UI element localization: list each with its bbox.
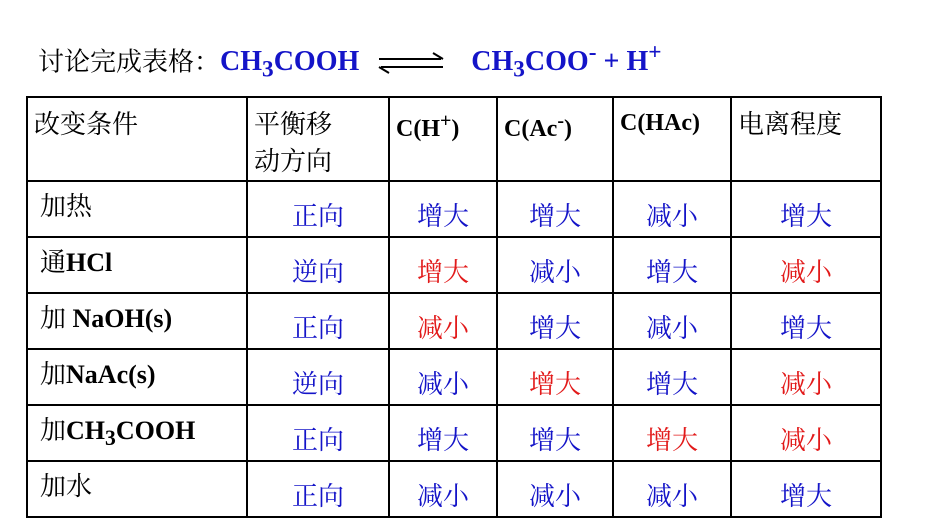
direction-cell: 正向 <box>247 461 389 517</box>
c-hac-cell: 增大 <box>613 237 731 293</box>
table-row <box>27 293 881 349</box>
ionization-cell: 减小 <box>731 405 881 461</box>
ionization-cell: 增大 <box>731 181 881 237</box>
product-formula: $CH_3COO^- + H^+$ <box>471 40 662 83</box>
c-hac-cell: 减小 <box>613 293 731 349</box>
table-row <box>27 181 881 237</box>
c-h-cell: 减小 <box>389 293 497 349</box>
c-hac-cell: 增大 <box>613 349 731 405</box>
equilibrium-arrow-icon <box>377 52 445 74</box>
ionization-cell: 减小 <box>731 237 881 293</box>
direction-cell: 正向 <box>247 181 389 237</box>
c-ac-cell: 增大 <box>497 293 613 349</box>
header-condition: 改变条件 <box>27 97 247 181</box>
c-h-cell: 增大 <box>389 181 497 237</box>
header-c-h: C(H+) <box>389 97 497 181</box>
table-header-row <box>27 97 881 181</box>
equilibrium-table <box>26 96 882 518</box>
direction-cell: 逆向 <box>247 237 389 293</box>
c-hac-cell: 减小 <box>613 181 731 237</box>
header-direction: 平衡移 动方向 <box>247 97 389 181</box>
condition-cell: 加水 <box>27 461 247 517</box>
c-h-cell: 增大 <box>389 237 497 293</box>
table-row <box>27 237 881 293</box>
condition-cell: 通HCl <box>27 237 247 293</box>
page-title <box>38 40 662 84</box>
c-ac-cell: 减小 <box>497 461 613 517</box>
table-row <box>27 405 881 461</box>
c-h-cell: 减小 <box>389 461 497 517</box>
direction-cell: 逆向 <box>247 349 389 405</box>
reactant-formula: $CH_3COOH$ <box>220 46 360 83</box>
c-hac-cell: 增大 <box>613 405 731 461</box>
c-ac-cell: 增大 <box>497 349 613 405</box>
title-prefix: 讨论完成表格： <box>38 47 221 78</box>
direction-cell: 正向 <box>247 405 389 461</box>
header-c-ac: C(Ac-) <box>497 97 613 181</box>
condition-cell: 加 NaOH(s) <box>27 293 247 349</box>
ionization-cell: 减小 <box>731 349 881 405</box>
ionization-cell: 增大 <box>731 461 881 517</box>
c-ac-cell: 增大 <box>497 405 613 461</box>
c-ac-cell: 增大 <box>497 181 613 237</box>
c-h-cell: 减小 <box>389 349 497 405</box>
c-hac-cell: 减小 <box>613 461 731 517</box>
c-h-cell: 增大 <box>389 405 497 461</box>
condition-cell: 加$CH_3COOH$ <box>27 405 247 461</box>
c-ac-cell: 减小 <box>497 237 613 293</box>
table-row <box>27 461 881 517</box>
ionization-cell: 增大 <box>731 293 881 349</box>
condition-cell: 加热 <box>27 181 247 237</box>
direction-cell: 正向 <box>247 293 389 349</box>
table-row <box>27 349 881 405</box>
header-c-hac: C(HAc) <box>613 97 731 181</box>
condition-cell: 加NaAc(s) <box>27 349 247 405</box>
header-ionization: 电离程度 <box>731 97 881 181</box>
